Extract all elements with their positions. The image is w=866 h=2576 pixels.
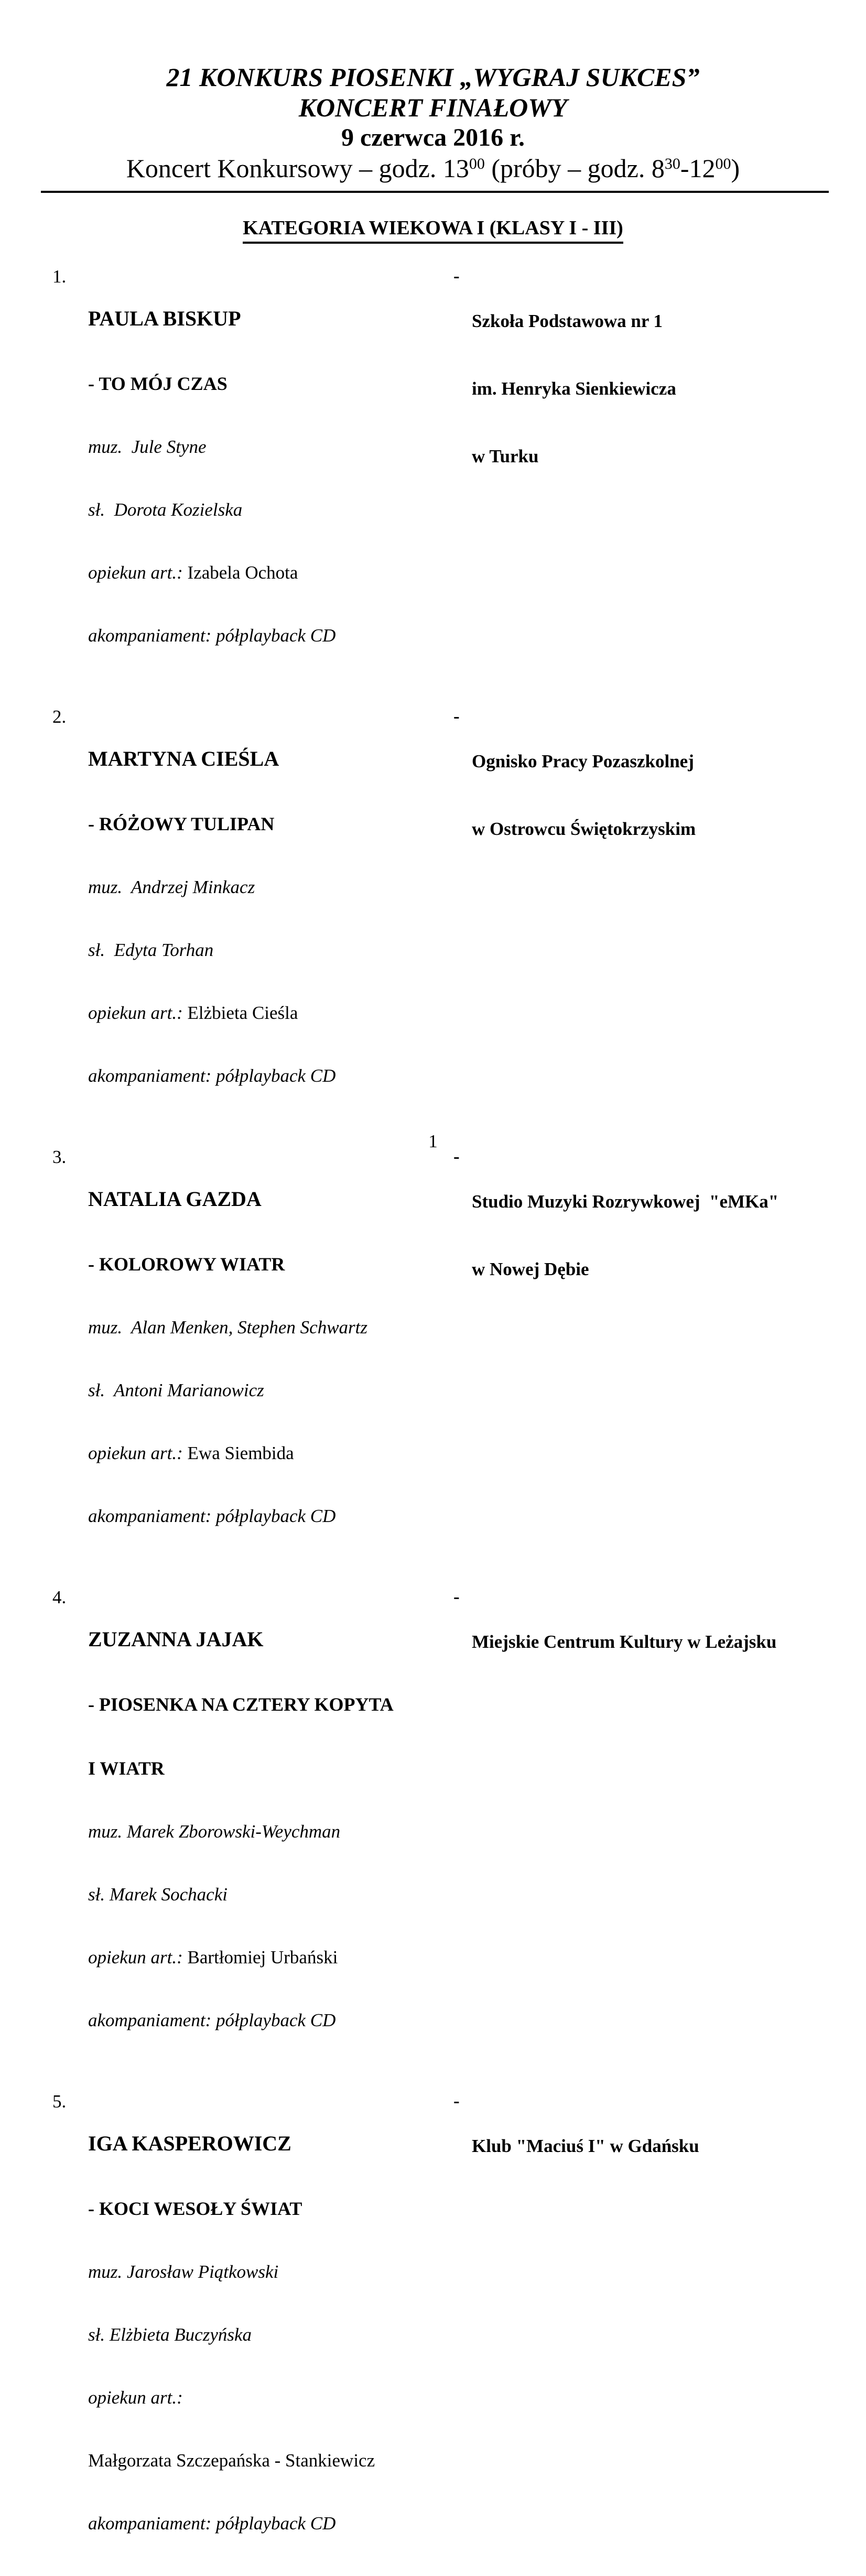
supervisor-label: opiekun art.: <box>88 1947 183 1968</box>
schedule-text: ) <box>731 154 740 183</box>
entry-number: 3. <box>52 1147 67 1167</box>
supervisor-name: Ewa Siembida <box>182 1443 294 1463</box>
entry-1 <box>0 265 866 688</box>
supervisor-label: opiekun art.: <box>88 2387 183 2408</box>
accompaniment: akompaniament: półplayback CD <box>88 2010 336 2030</box>
entries-list <box>0 265 866 2576</box>
title-line-1: 21 KONKURS PIOSENKI „WYGRAJ SUKCES” <box>166 62 700 92</box>
school-line: w Ostrowcu Świętokrzyskim <box>472 819 696 839</box>
music-credit: muz. Jarosław Piątkowski <box>88 2262 279 2282</box>
performer-name: NATALIA GAZDA <box>88 1187 262 1211</box>
school-line: Klub "Maciuś I" w Gdańsku <box>472 2136 699 2156</box>
song-title-line-2: I WIATR <box>88 1758 165 1779</box>
entry-details <box>88 1145 453 1569</box>
entry-details <box>88 705 453 1128</box>
school-lines <box>472 265 676 688</box>
entry-2 <box>0 705 866 1128</box>
entry-5 <box>0 2090 866 2576</box>
supervisor-name: Izabela Ochota <box>182 562 298 583</box>
performer-name: IGA KASPEROWICZ <box>88 2132 291 2155</box>
school-info <box>453 265 676 688</box>
school-dash: - <box>453 1146 460 1167</box>
performer-name: MARTYNA CIEŚLA <box>88 747 279 770</box>
song-title: - TO MÓJ CZAS <box>88 373 228 394</box>
school-info <box>453 705 696 1128</box>
school-dash: - <box>453 266 460 286</box>
accompaniment: akompaniament: półplayback CD <box>88 1506 336 1526</box>
school-line: w Turku <box>472 446 539 466</box>
school-lines <box>472 1145 778 1569</box>
school-line: w Nowej Dębie <box>472 1259 589 1279</box>
accompaniment: akompaniament: półplayback CD <box>88 2513 336 2534</box>
section-heading-text: KATEGORIA WIEKOWA I (KLASY I - III) <box>243 216 623 244</box>
school-line: Studio Muzyki Rozrywkowej "eMKa" <box>472 1191 779 1212</box>
school-lines <box>472 1585 776 2073</box>
music-credit: muz. Andrzej Minkacz <box>88 877 255 897</box>
entry-3 <box>0 1145 866 1569</box>
title-line-2: KONCERT FINAŁOWY <box>298 93 568 122</box>
page-number: 1 <box>428 1131 438 1151</box>
performer-name: ZUZANNA JAJAK <box>88 1627 264 1651</box>
school-line: Szkoła Podstawowa nr 1 <box>472 311 663 331</box>
supervisor-name: Elżbieta Cieśla <box>182 1003 298 1023</box>
lyrics-credit: sł. Marek Sochacki <box>88 1884 228 1905</box>
school-info <box>453 1145 778 1569</box>
header-divider-rule <box>41 191 829 193</box>
entry-details <box>88 2090 453 2576</box>
lyrics-credit: sł. Antoni Marianowicz <box>88 1380 264 1400</box>
entry-details <box>88 1585 453 2073</box>
supervisor-label: opiekun art.: <box>88 1003 183 1023</box>
entry-number: 5. <box>52 2091 67 2112</box>
schedule-text: (próby – godz. 8 <box>484 154 665 183</box>
song-title: - KOLOROWY WIATR <box>88 1254 285 1275</box>
supervisor-line <box>88 1443 453 1464</box>
supervisor-label: opiekun art.: <box>88 562 183 583</box>
school-info <box>453 1585 776 2073</box>
supervisor-name: Bartłomiej Urbański <box>182 1947 338 1968</box>
music-credit: muz. Jule Styne <box>88 437 207 457</box>
song-title: - PIOSENKA NA CZTERY KOPYTA <box>88 1694 394 1715</box>
entry-number: 1. <box>52 266 67 287</box>
supervisor-line <box>88 1003 453 1024</box>
lyrics-credit: sł. Edyta Torhan <box>88 940 214 960</box>
date-line: 9 czerwca 2016 r. <box>341 124 525 151</box>
song-title: - RÓŻOWY TULIPAN <box>88 813 275 834</box>
accompaniment: akompaniament: półplayback CD <box>88 625 336 646</box>
entry-number: 4. <box>52 1587 67 1607</box>
lyrics-credit: sł. Dorota Kozielska <box>88 499 243 520</box>
schedule-text: Koncert Konkursowy – godz. 13 <box>126 154 469 183</box>
music-credit: muz. Marek Zborowski-Weychman <box>88 1821 341 1842</box>
schedule-superscript: 00 <box>715 155 731 172</box>
supervisor-line <box>88 1947 453 1968</box>
entry-details <box>88 265 453 688</box>
school-line: Ognisko Pracy Pozaszkolnej <box>472 751 694 771</box>
school-info <box>453 2090 699 2576</box>
supervisor-line <box>88 562 453 583</box>
entry-number: 2. <box>52 707 67 727</box>
school-lines <box>472 2090 699 2576</box>
school-dash: - <box>453 2091 460 2111</box>
school-dash: - <box>453 1586 460 1607</box>
music-credit: muz. Alan Menken, Stephen Schwartz <box>88 1317 368 1338</box>
supervisor-label: opiekun art.: <box>88 1443 183 1463</box>
document-header <box>0 0 866 188</box>
school-line: im. Henryka Sienkiewicza <box>472 378 676 399</box>
lyrics-credit: sł. Elżbieta Buczyńska <box>88 2324 252 2345</box>
accompaniment: akompaniament: półplayback CD <box>88 1066 336 1086</box>
school-dash: - <box>453 706 460 726</box>
schedule-line <box>0 153 866 188</box>
entry-4 <box>0 1585 866 2073</box>
schedule-superscript: 30 <box>664 155 680 172</box>
song-title: - KOCI WESOŁY ŚWIAT <box>88 2198 302 2219</box>
performer-name: PAULA BISKUP <box>88 307 241 330</box>
school-line: Miejskie Centrum Kultury w Leżajsku <box>472 1632 777 1652</box>
section-heading <box>0 216 866 244</box>
schedule-superscript: 00 <box>469 155 485 172</box>
schedule-text: -12 <box>680 154 716 183</box>
supervisor-name: Małgorzata Szczepańska - Stankiewicz <box>88 2450 375 2471</box>
school-lines <box>472 705 696 1128</box>
